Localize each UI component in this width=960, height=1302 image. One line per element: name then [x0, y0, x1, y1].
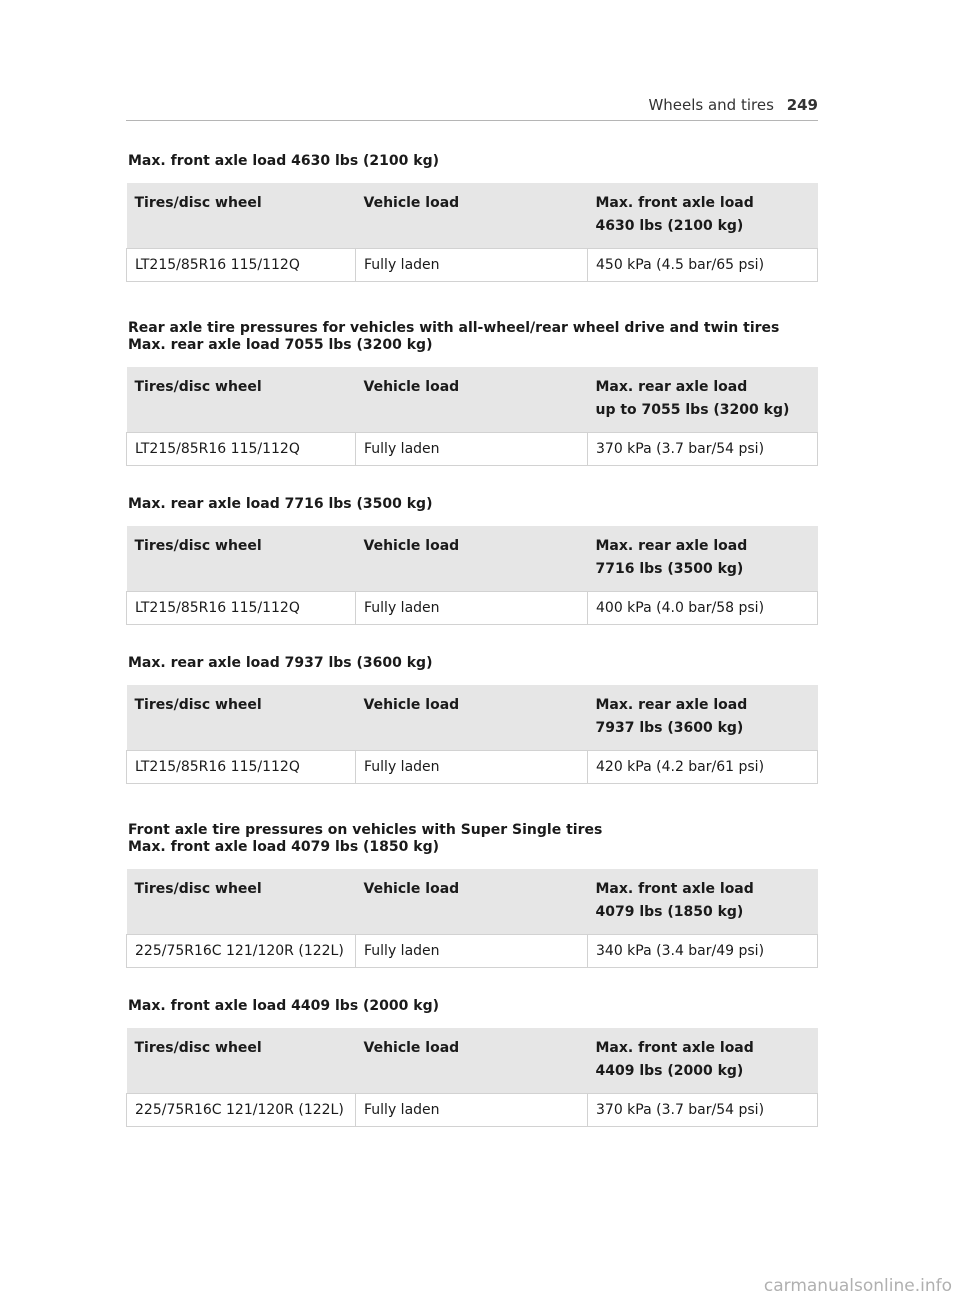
table-row	[127, 249, 818, 282]
table-row	[127, 592, 818, 625]
axle-load-label: Max. rear axle load	[595, 538, 748, 554]
block-title	[128, 655, 818, 672]
pressure-table	[126, 183, 818, 282]
header-tires: Tires/disc wheel	[127, 869, 356, 935]
block-title-line: Max. front axle load 4409 lbs (2000 kg)	[128, 998, 439, 1014]
header-vehicle-load: Vehicle load	[356, 869, 588, 935]
cell-vehicle-load: Fully laden	[356, 433, 588, 466]
block-title-line: Max. rear axle load 7055 lbs (3200 kg)	[128, 337, 433, 353]
block-title	[128, 822, 818, 856]
table-row	[127, 935, 818, 968]
table-header-row	[127, 183, 818, 249]
axle-load-label: Max. rear axle load	[595, 379, 748, 395]
cell-pressure: 340 kPa (3.4 bar/49 psi)	[588, 935, 818, 968]
block-title-line: Max. rear axle load 7937 lbs (3600 kg)	[128, 655, 433, 671]
block-title-line: Max. front axle load 4079 lbs (1850 kg)	[128, 839, 439, 855]
axle-load-value: 7716 lbs (3500 kg)	[595, 561, 744, 577]
table-header-row	[127, 367, 818, 433]
header-vehicle-load: Vehicle load	[356, 183, 588, 249]
axle-load-label: Max. front axle load	[595, 881, 754, 897]
axle-load-value: 4079 lbs (1850 kg)	[595, 904, 744, 920]
cell-vehicle-load: Fully laden	[356, 1094, 588, 1127]
tire-pressure-tables	[126, 153, 818, 1127]
axle-load-value: 7937 lbs (3600 kg)	[595, 720, 744, 736]
block-title-line: Rear axle tire pressures for vehicles with all-wheel/rear wheel drive and twin tires	[128, 320, 780, 336]
table-row	[127, 433, 818, 466]
header-tires: Tires/disc wheel	[127, 1028, 356, 1094]
table-header-row	[127, 526, 818, 592]
header-vehicle-load: Vehicle load	[356, 367, 588, 433]
block-title	[128, 320, 818, 354]
pressure-block	[126, 320, 818, 466]
table-header-row	[127, 1028, 818, 1094]
cell-tire: LT215/85R16 115/112Q	[127, 592, 356, 625]
header-axle-load	[588, 1028, 818, 1094]
header-tires: Tires/disc wheel	[127, 367, 356, 433]
cell-tire: 225/75R16C 121/120R (122L)	[127, 935, 356, 968]
table-row	[127, 1094, 818, 1127]
pressure-table	[126, 526, 818, 625]
block-title	[128, 153, 818, 170]
table-row	[127, 751, 818, 784]
cell-vehicle-load: Fully laden	[356, 751, 588, 784]
cell-pressure: 400 kPa (4.0 bar/58 psi)	[588, 592, 818, 625]
axle-load-value: 4630 lbs (2100 kg)	[595, 218, 744, 234]
pressure-block	[126, 153, 818, 282]
cell-vehicle-load: Fully laden	[356, 592, 588, 625]
pressure-table	[126, 685, 818, 784]
cell-vehicle-load: Fully laden	[356, 935, 588, 968]
axle-load-label: Max. front axle load	[595, 195, 754, 211]
pressure-block	[126, 655, 818, 784]
block-title	[128, 496, 818, 513]
pressure-table	[126, 869, 818, 968]
header-tires: Tires/disc wheel	[127, 685, 356, 751]
section-title: Wheels and tires	[648, 96, 774, 114]
pressure-block	[126, 822, 818, 968]
cell-pressure: 450 kPa (4.5 bar/65 psi)	[588, 249, 818, 282]
cell-tire: LT215/85R16 115/112Q	[127, 751, 356, 784]
axle-load-value: 4409 lbs (2000 kg)	[595, 1063, 744, 1079]
page-number: 249	[786, 96, 818, 114]
header-vehicle-load: Vehicle load	[356, 1028, 588, 1094]
table-header-row	[127, 869, 818, 935]
cell-tire: LT215/85R16 115/112Q	[127, 433, 356, 466]
pressure-block	[126, 998, 818, 1127]
block-title	[128, 998, 818, 1015]
cell-pressure: 370 kPa (3.7 bar/54 psi)	[588, 1094, 818, 1127]
cell-tire: 225/75R16C 121/120R (122L)	[127, 1094, 356, 1127]
header-axle-load	[588, 183, 818, 249]
pressure-block	[126, 496, 818, 625]
header-axle-load	[588, 869, 818, 935]
page-header	[126, 96, 818, 121]
axle-load-label: Max. rear axle load	[595, 697, 748, 713]
block-title-line: Max. front axle load 4630 lbs (2100 kg)	[128, 153, 439, 169]
pressure-table	[126, 367, 818, 466]
header-vehicle-load: Vehicle load	[356, 685, 588, 751]
cell-vehicle-load: Fully laden	[356, 249, 588, 282]
block-title-line: Max. rear axle load 7716 lbs (3500 kg)	[128, 496, 433, 512]
cell-pressure: 370 kPa (3.7 bar/54 psi)	[588, 433, 818, 466]
header-vehicle-load: Vehicle load	[356, 526, 588, 592]
site-watermark: carmanualsonline.info	[763, 1276, 952, 1296]
header-axle-load	[588, 367, 818, 433]
pressure-table	[126, 1028, 818, 1127]
axle-load-label: Max. front axle load	[595, 1040, 754, 1056]
header-axle-load	[588, 526, 818, 592]
header-axle-load	[588, 685, 818, 751]
cell-pressure: 420 kPa (4.2 bar/61 psi)	[588, 751, 818, 784]
cell-tire: LT215/85R16 115/112Q	[127, 249, 356, 282]
table-header-row	[127, 685, 818, 751]
axle-load-value: up to 7055 lbs (3200 kg)	[595, 402, 790, 418]
block-title-line: Front axle tire pressures on vehicles with Super Single tires	[128, 822, 603, 838]
header-tires: Tires/disc wheel	[127, 183, 356, 249]
header-tires: Tires/disc wheel	[127, 526, 356, 592]
